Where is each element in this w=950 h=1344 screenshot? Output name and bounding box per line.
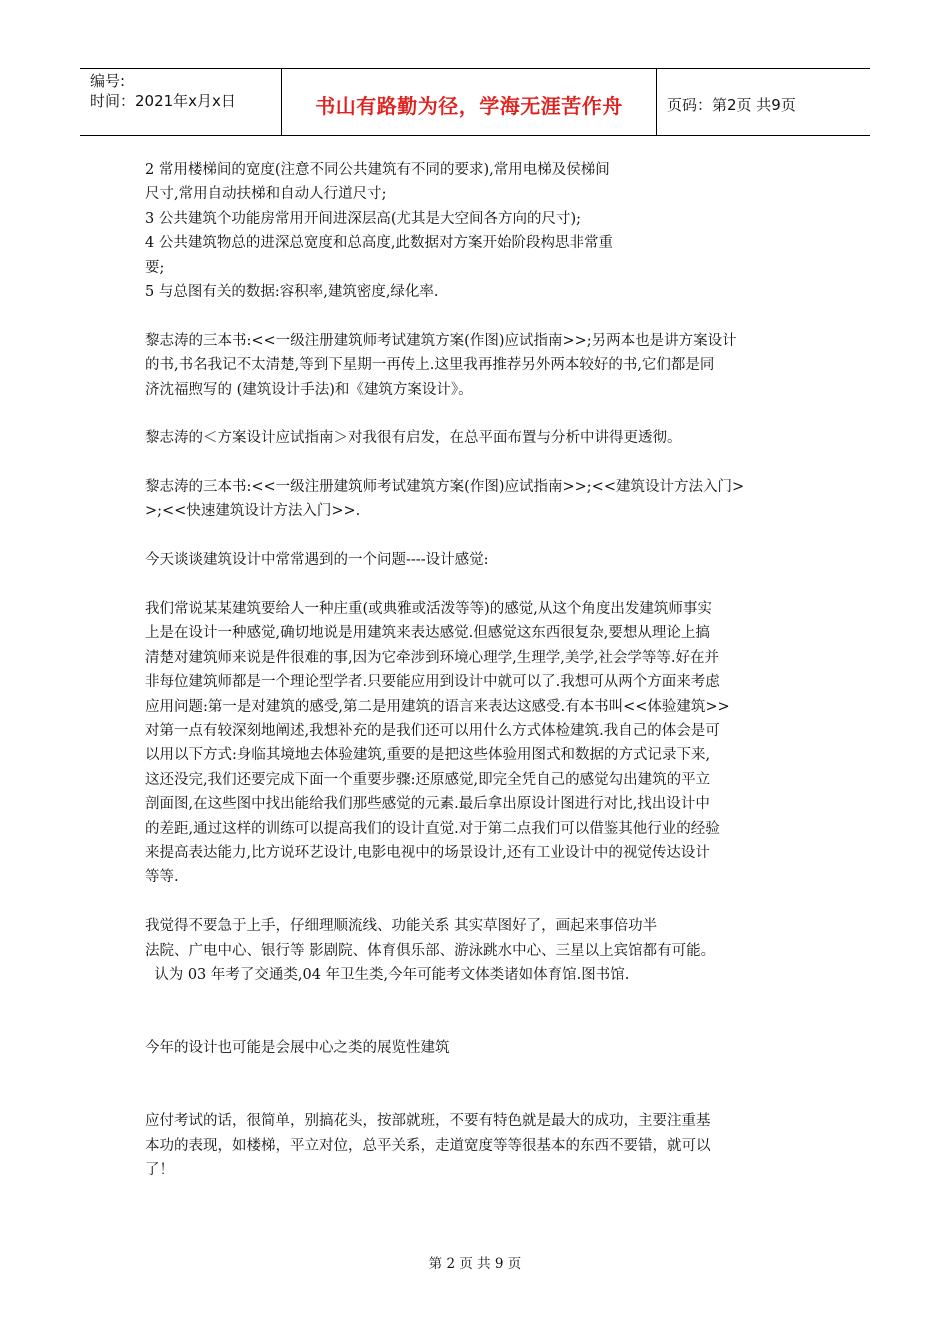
text-line: 我觉得不要急于上手，仔细理顺流线、功能关系 其实草图好了，画起来事倍功半 xyxy=(145,918,658,935)
text-line: 了！ xyxy=(145,1162,174,1179)
text-line: 清楚对建筑师来说是件很难的事,因为它牵涉到环境心理学,生理学,美学,社会学等等.好在并 xyxy=(145,649,720,666)
text-line: 这还没完,我们还要完成下面一个重要步骤:还原感觉,即完全凭自己的感觉勾出建筑的平立 xyxy=(145,771,711,788)
text-line: >;<<快速建筑设计方法入门>>. xyxy=(145,503,361,520)
text-line: 我们常说某某建筑要给人一种庄重(或典雅或活泼等等)的感觉,从这个角度出发建筑师事实 xyxy=(145,601,712,618)
text-line: 认为 03 年考了交通类,04 年卫生类,今年可能考文体类诸如体育馆.图书馆. xyxy=(145,966,630,983)
text-line: 黎志涛的三本书:<<一级注册建筑师考试建筑方案(作图)应试指南>>;<<建筑设计方法入门> xyxy=(145,479,745,496)
page-footer: 第 2 页 共 9 页 xyxy=(428,1256,522,1272)
text-line: 5 与总图有关的数据:容积率,建筑密度,绿化率. xyxy=(145,283,439,300)
text-line: 应用问题:第一是对建筑的感受,第二是用建筑的语言来表达这感受.有本书叫<<体验建筑>> xyxy=(145,698,730,715)
text-line: 的书,书名我记不太清楚,等到下星期一再传上.这里我再推荐另外两本较好的书,它们都是同 xyxy=(145,357,715,374)
text-line: 上是在设计一种感觉,确切地说是用建筑来表达感觉.但感觉这东西很复杂,要想从理论上搞 xyxy=(145,625,710,642)
paragraph-gap xyxy=(145,890,810,914)
text-line: 法院、广电中心、银行等 影剧院、体育俱乐部、游泳跳水中心、三星以上宾馆都有可能。 xyxy=(145,942,716,959)
text-line: 2 常用楼梯间的宽度(注意不同公共建筑有不同的要求),常用电梯及侯梯间 xyxy=(145,162,610,178)
text-line: 今天谈谈建筑设计中常常遇到的一个问题----设计感觉: xyxy=(145,552,489,569)
text-line: 要; xyxy=(145,259,165,276)
text-line: 4 公共建筑物总的进深总宽度和总高度,此数据对方案开始阶段构思非常重 xyxy=(145,235,613,252)
text-line: 以用以下方式:身临其境地去体验建筑,重要的是把这些体验用图式和数据的方式记录下来, xyxy=(145,747,711,764)
header-page-number: 页码：第2页 共9页 xyxy=(667,95,796,114)
text-line: 尺寸,常用自动扶梯和自动人行道尺寸; xyxy=(145,186,387,203)
text-line: 剖面图,在这些图中找出能给我们那些感觉的元素.最后拿出原设计图进行对比,找出设计中 xyxy=(145,796,710,813)
text-line: 黎志涛的＜方案设计应试指南＞对我很有启发，在总平面布置与分析中讲得更透彻。 xyxy=(145,430,682,447)
page-header xyxy=(80,68,870,136)
text-line: 等等. xyxy=(145,869,179,886)
paragraph-gap xyxy=(145,451,810,475)
paragraph-gap xyxy=(145,524,810,548)
text-line: 来提高表达能力,比方说环艺设计,电影电视中的场景设计,还有工业设计中的视觉传达设计 xyxy=(145,844,710,861)
paragraph-gap xyxy=(145,304,810,328)
text-line: 非每位建筑师都是一个理论型学者.只要能应用到设计中就可以了.我想可从两个方面来考虑 xyxy=(145,674,720,691)
text-line: 济沈福煦写的 (建筑设计手法)和《建筑方案设计》。 xyxy=(145,381,473,398)
header-motto: 书山有路勤为径，学海无涯苦作舟 xyxy=(282,69,657,135)
text-line: 3 公共建筑个功能房常用开间进深层高(尤其是大空间各方向的尺寸); xyxy=(145,210,582,227)
document-body xyxy=(145,158,810,1182)
text-line: 对第一点有较深刻地阐述,我想补充的是我们还可以用什么方式体检建筑.我自己的体会是可 xyxy=(145,722,720,739)
text-line: 本功的表现，如楼梯，平立对位，总平关系，走道宽度等等很基本的东西不要错，就可以 xyxy=(145,1137,711,1154)
document-number-label: 编号: xyxy=(90,72,126,90)
header-info-cell xyxy=(80,69,282,135)
text-line: 应付考试的话，很简单，别搞花头，按部就班，不要有特色就是最大的成功，主要注重基 xyxy=(145,1113,711,1130)
document-time-label: 时间：2021年x月x日 xyxy=(90,92,236,110)
paragraph-gap xyxy=(145,987,810,1036)
text-line: 黎志涛的三本书:<<一级注册建筑师考试建筑方案(作图)应试指南>>;另两本也是讲方案设计 xyxy=(145,332,737,349)
text-line: 今年的设计也可能是会展中心之类的展览性建筑 xyxy=(145,1040,450,1057)
text-line: 的差距,通过这样的训练可以提高我们的设计直觉.对于第二点我们可以借鉴其他行业的经验 xyxy=(145,820,720,837)
paragraph-gap xyxy=(145,573,810,597)
paragraph-gap xyxy=(145,402,810,426)
paragraph-gap xyxy=(145,1060,810,1109)
